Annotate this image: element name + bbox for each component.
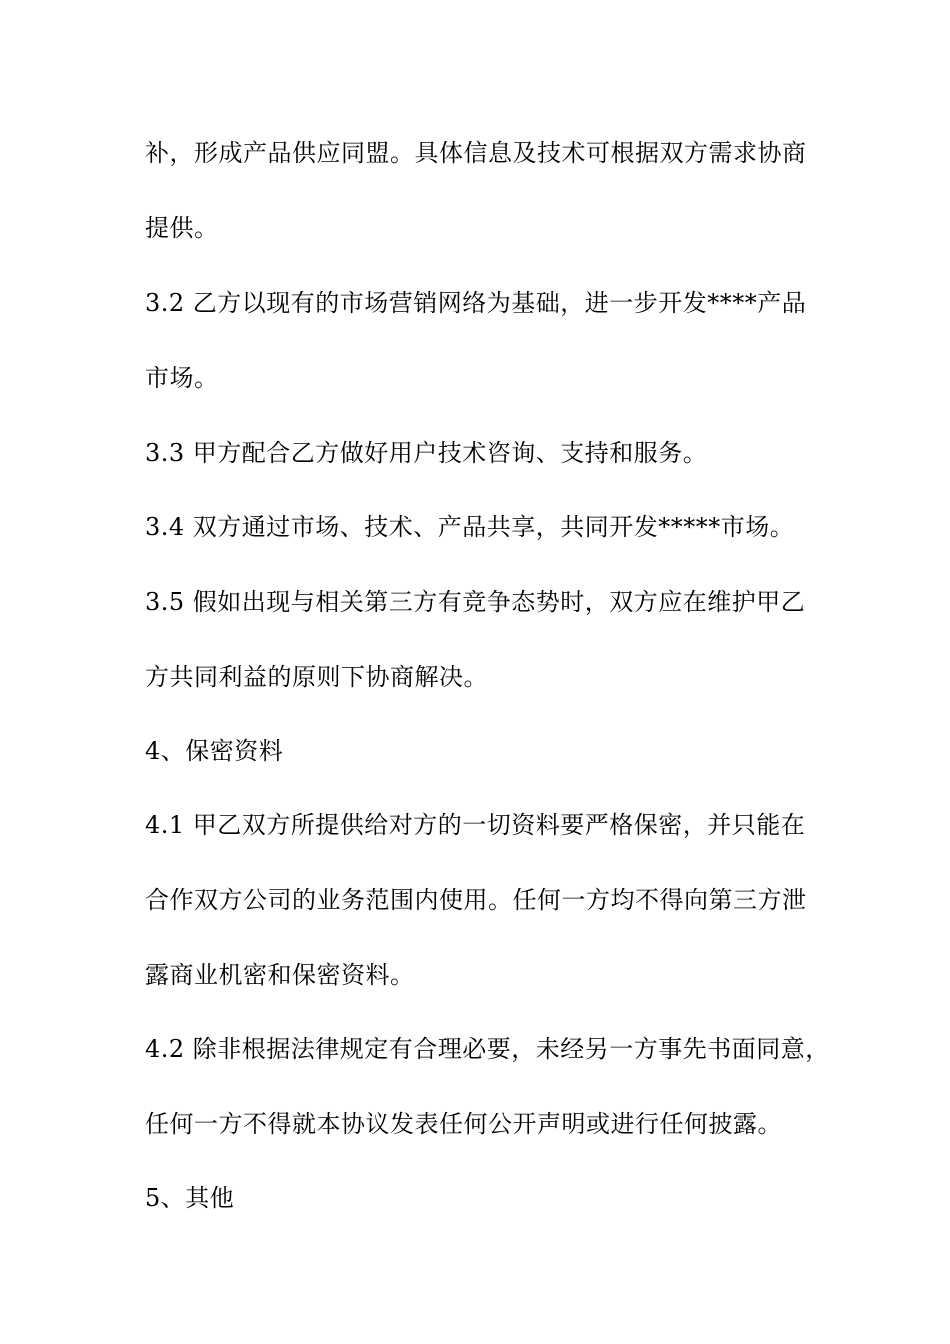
text-line: 方共同利益的原则下协商解决。 bbox=[145, 663, 488, 691]
text-line: 任何一方不得就本协议发表任何公开声明或进行任何披露。 bbox=[145, 1110, 782, 1138]
text-line: 3.3 甲方配合乙方做好用户技术咨询、支持和服务。 bbox=[145, 439, 708, 467]
text-line: 3.5 假如出现与相关第三方有竞争态势时，双方应在维护甲乙 bbox=[145, 588, 806, 616]
text-line: 3.2 乙方以现有的市场营销网络为基础，进一步开发****产品 bbox=[145, 289, 807, 317]
text-line: 4.2 除非根据法律规定有合理必要，未经另一方事先书面同意， bbox=[145, 1035, 830, 1063]
section-heading: 4、保密资料 bbox=[145, 737, 284, 765]
text-line: 4.1 甲乙双方所提供给对方的一切资料要严格保密，并只能在 bbox=[145, 811, 806, 839]
text-line: 市场。 bbox=[145, 364, 219, 392]
text-line: 补，形成产品供应同盟。具体信息及技术可根据双方需求协商 bbox=[145, 139, 807, 167]
text-line: 提供。 bbox=[145, 214, 219, 242]
section-heading: 5、其他 bbox=[145, 1184, 235, 1212]
text-line: 3.4 双方通过市场、技术、产品共享，共同开发*****市场。 bbox=[145, 513, 795, 541]
text-line: 合作双方公司的业务范围内使用。任何一方均不得向第三方泄 bbox=[145, 886, 807, 914]
text-line: 露商业机密和保密资料。 bbox=[145, 961, 415, 989]
